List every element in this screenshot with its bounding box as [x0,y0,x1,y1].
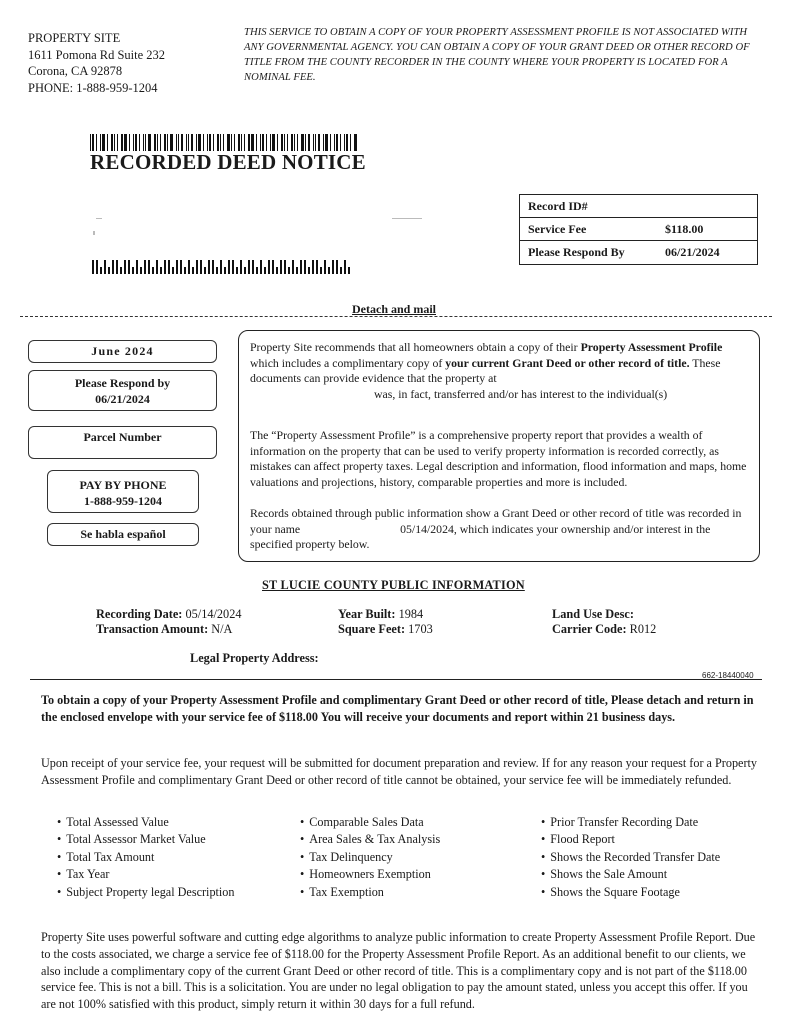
barcode-bar [318,134,320,151]
carrier-code-value: R012 [629,622,657,636]
barcode-bar [181,134,183,151]
respond-by-label: Please Respond By [528,245,625,259]
postal-barcode-bar [204,267,206,274]
postal-barcode-bar [192,267,194,274]
postal-barcode-bar [328,267,330,274]
sender-address-line2: Corona, CA 92878 [28,64,123,78]
feature-list-col3 [541,814,720,901]
barcode-bar [270,134,271,151]
service-fee-row [520,218,757,241]
barcode-bar [336,134,338,151]
postal-barcode-bar [256,267,258,274]
barcode-bar [344,134,345,151]
square-feet-label: Square Feet: [338,622,406,636]
barcode-bar [287,134,288,151]
pay-by-phone-number: 1-888-959-1204 [84,494,162,508]
postal-barcode-bar [300,260,302,274]
postal-barcode-bar [284,260,286,274]
barcode-bar [196,134,197,151]
postal-barcode-bar [272,260,274,274]
list-item: • Total Assessed Value [57,814,235,831]
feature-list-col2 [300,814,440,901]
postal-barcode-bar [160,267,162,274]
list-item: • Tax Delinquency [300,849,440,866]
postal-barcode-bar [100,267,102,274]
barcode-bar [133,134,134,151]
list-item: • Tax Year [57,866,235,883]
list-item: • Tax Exemption [300,884,440,901]
list-item: • Shows the Square Footage [541,884,720,901]
postal-barcode-bar [324,260,326,274]
land-use-field [552,607,634,622]
barcode-bar [100,134,101,151]
postal-barcode-bar [248,260,250,274]
postal-barcode-bar [120,267,122,274]
barcode-bar [135,134,137,151]
barcode-bar [294,134,295,151]
postal-barcode-bar [144,260,146,274]
postal-barcode-bar [176,260,178,274]
barcode-bar [154,134,156,151]
obtain-instructions: To obtain a copy of your Property Assessment Profile and complimentary Grant Deed or other record of title, Please detach and return in the enclosed envelope with your service fee of $118.00 You will receive your documents and report within 21 business days. [41,693,754,724]
barcode-bar [111,134,113,151]
info-p1-profile-bold: Property Assessment Profile [580,340,723,354]
postal-barcode-bar [156,260,158,274]
legal-address-field [190,651,319,666]
service-fee-value: $118.00 [665,221,704,236]
record-id-row [520,195,757,218]
county-title: ST LUCIE COUNTY PUBLIC INFORMATION [262,578,525,592]
spanish-label: Se habla español [80,527,166,541]
postal-barcode-bar [148,260,150,274]
sender-address-line1: 1611 Pomona Rd Suite 232 [28,47,166,62]
notice-date-box [28,340,217,363]
barcode-bar [102,134,105,151]
postal-barcode-bar [292,260,294,274]
barcode-bar [305,134,306,151]
list-item: • Area Sales & Tax Analysis [300,831,440,848]
barcode-bar [188,134,189,151]
recording-date-field [96,607,242,622]
barcode-bar [248,134,250,151]
barcode-bar [313,134,314,151]
barcode-bar [325,134,328,151]
postal-barcode-bar [220,260,222,274]
postal-barcode-bar [228,260,230,274]
redaction-smudge [96,218,102,219]
postal-barcode-bar [152,267,154,274]
year-built-label: Year Built: [338,607,396,621]
barcode-bar [90,134,91,151]
info-p1-deed-bold: your current Grant Deed or other record of title. [445,355,690,370]
postal-barcode-bar [336,260,338,274]
postal-barcode-bar [264,267,266,274]
barcode-bar [92,134,94,151]
barcode-bar [198,134,201,151]
barcode-bar [107,134,108,151]
info-p1-text-e: These documents can provide evidence that the property at [250,355,721,386]
list-item: • Total Tax Amount [57,849,235,866]
postal-barcode-bar [108,267,110,274]
postal-barcode-bar [128,260,130,274]
pay-by-phone-box [47,470,199,513]
square-feet-value: 1703 [408,622,433,636]
respond-by-box [28,370,217,411]
barcode-bar [191,134,193,151]
parcel-number-label: Parcel Number [83,430,162,444]
barcode-bar [220,134,221,151]
list-item: • Subject Property legal Description [57,884,235,901]
transaction-amount-field [96,622,232,637]
record-info-box [519,194,758,265]
postal-barcode-bar [316,260,318,274]
refund-policy-text: Upon receipt of your service fee, your request will be submitted for document preparation and review. If for any reason your request for a Property Assessment Profile and complimentary Grant Deed or other record of title cannot be obtained, your service fee will be immediately refunded. [41,756,757,787]
postal-barcode-bar [296,267,298,274]
barcode-bar [301,134,304,151]
barcode-bar [176,134,177,151]
info-paragraph-2: The “Property Assessment Profile” is a comprehensive property report that provides a wealth of information on the property that can be used to verify property information is recorded correctly, as mistakes can affect property taxes. Legal description and information, flood information and maps, home valuations and projections, history, comparable properties and more is included. [250,428,747,489]
barcode-bar [330,134,331,151]
postal-barcode-bar [276,267,278,274]
barcode-bar [234,134,235,151]
postal-barcode-bar [116,260,118,274]
list-item: • Total Assessor Market Value [57,831,235,848]
record-id-label: Record ID# [528,198,588,213]
barcode-bar [213,134,214,151]
recording-date-label: Recording Date: [96,607,183,621]
barcode-bar [291,134,293,151]
barcode-bar [244,134,245,151]
barcode-bar [167,134,168,151]
sender-phone: PHONE: 1-888-959-1204 [28,80,158,95]
barcode-bar [178,134,179,151]
barcode-bar [157,134,158,151]
postal-barcode-bar [196,260,198,274]
year-built-field [338,607,423,622]
info-paragraph-1 [250,340,749,428]
pay-by-phone-label: PAY BY PHONE [79,478,167,492]
barcode-bar [217,134,219,151]
spanish-box [47,523,199,546]
closing-disclosure: Property Site uses powerful software and cutting edge algorithms to analyze public information to create Property Assessment Profile Report. Due to the costs associated, we charge a service fee of $118.00 for the Property Assessment Profile Report. As an additional benefit to our clients, we also include a complimentary copy of the current Grant Deed or other record of title. This is a complimentary copy and is not part of the $118.00 service fee. This is not a bill. This is a solicitation. You are under no legal obligation to pay the amount stated, unless you accept this offer. If you are not 100% satisfied with this product, simply return it within 30 days for a full refund. [41,930,756,1012]
postal-barcode-bar [344,260,346,274]
section-divider [30,679,762,680]
postal-barcode [92,260,352,274]
notice-title: RECORDED DEED NOTICE [90,150,366,174]
reference-code: 662-18440040 [702,671,754,680]
postal-barcode-bar [188,260,190,274]
postal-barcode-bar [168,260,170,274]
postal-barcode-bar [212,260,214,274]
barcode-bar [223,134,224,151]
list-item: • Comparable Sales Data [300,814,440,831]
info-p1-text-f: was, in fact, transferred and/or has interest to the individual(s) [374,386,668,401]
legal-address-label: Legal Property Address: [190,651,319,665]
postal-barcode-bar [240,260,242,274]
barcode-bar [346,134,348,151]
barcode-bar [114,134,115,151]
barcode-bar [266,134,267,151]
sender-name: PROPERTY SITE [28,31,121,45]
barcode-bar [148,134,151,151]
barcode-bar [238,134,240,151]
postal-barcode-bar [320,267,322,274]
postal-barcode-bar [224,267,226,274]
list-item: • Flood Report [541,831,720,848]
info-paragraph-3 [250,506,749,553]
postal-barcode-bar [332,260,334,274]
postal-barcode-bar [124,260,126,274]
barcode-bar [315,134,316,151]
year-built-value: 1984 [398,607,424,621]
parcel-number-box [28,426,217,459]
barcode-bar [164,134,166,151]
barcode-bar [256,134,257,151]
barcode-bar [203,134,204,151]
barcode-bar [277,134,278,151]
barcode-bar [227,134,230,151]
detach-label: Detach and mail [352,302,436,316]
barcode-bar [251,134,254,151]
postal-barcode-bar [348,267,350,274]
postal-barcode-bar [104,260,106,274]
barcode-bar [334,134,335,151]
barcode-bar [143,134,144,151]
barcode-bar [323,134,324,151]
postal-barcode-bar [132,267,134,274]
feature-list-col1 [57,814,235,901]
info-box [238,330,760,562]
postal-barcode-bar [136,260,138,274]
barcode-bar [160,134,161,151]
barcode-bar [272,134,275,151]
list-item: • Homeowners Exemption [300,866,440,883]
barcode-bar [186,134,187,151]
barcode-bar [96,134,97,151]
postal-barcode-bar [184,267,186,274]
barcode-bar [297,134,298,151]
list-item: • Shows the Sale Amount [541,866,720,883]
info-p3-text-b: 05/14/2024, which indicates your ownership and/or interest in the specified property below. [250,521,711,552]
transaction-amount-value: N/A [211,622,233,636]
postal-barcode-bar [140,267,142,274]
barcode-bar [170,134,173,151]
service-fee-label: Service Fee [528,221,587,236]
postal-barcode-bar [236,267,238,274]
barcode-bar [350,134,351,151]
sender-address-block [28,30,165,96]
barcode-bar [260,134,261,151]
transaction-amount-label: Transaction Amount: [96,622,209,636]
postal-barcode-bar [200,260,202,274]
postal-barcode-bar [208,260,210,274]
postal-barcode-bar [280,260,282,274]
carrier-code-label: Carrier Code: [552,622,627,636]
barcode-bar [139,134,140,151]
barcode-bar [241,134,242,151]
info-p3-text-a: Records obtained through public information show a Grant Deed or other record of title was recorded in your name [250,506,742,536]
barcode-bar [117,134,118,151]
postal-barcode-bar [312,260,314,274]
info-p1-text-c: which includes a complimentary copy of [250,355,446,370]
list-item: • Prior Transfer Recording Date [541,814,720,831]
postal-barcode-bar [340,267,342,274]
postal-barcode-bar [216,267,218,274]
list-item: • Shows the Recorded Transfer Date [541,849,720,866]
barcode-bar [231,134,232,151]
postal-barcode-bar [304,260,306,274]
barcode-bar [308,134,310,151]
carrier-code-field [552,622,656,637]
disclaimer-text: THIS SERVICE TO OBTAIN A COPY OF YOUR PROPERTY ASSESSMENT PROFILE IS NOT ASSOCIATED WITH ANY GOVERNMENTAL AGENCY. YOU CAN OBTAIN A COPY OF YOUR GRANT DEED OR OTHER RECORD OF TITLE FROM THE COUNTY RECORDER IN THE COUNTY WHERE YOUR PROPERTY IS LOCATED FOR A NOMINAL FEE. [244,27,750,83]
postal-barcode-bar [244,267,246,274]
barcode-bar [281,134,283,151]
respond-by-box-date: 06/21/2024 [95,392,150,406]
postal-barcode-bar [164,260,166,274]
barcode-bar [209,134,211,151]
postal-barcode-bar [92,260,94,274]
barcode-bar [129,134,130,151]
redaction-smudge [392,218,422,219]
recording-date-value: 05/14/2024 [185,607,242,621]
land-use-label: Land Use Desc: [552,607,634,621]
respond-by-row [520,241,757,264]
postal-barcode-bar [112,260,114,274]
postal-barcode-bar [232,260,234,274]
barcode-bar [262,134,264,151]
postal-barcode-bar [96,260,98,274]
postal-barcode-bar [252,260,254,274]
respond-by-value: 06/21/2024 [665,245,720,259]
postal-barcode-bar [268,260,270,274]
postal-barcode-bar [288,267,290,274]
top-barcode [90,134,358,151]
postal-barcode-bar [180,260,182,274]
info-p1-text-a: Property Site recommends that all homeowners obtain a copy of their [250,340,581,354]
postal-barcode-bar [172,267,174,274]
respond-by-box-label: Please Respond by [74,376,171,390]
postal-barcode-bar [260,260,262,274]
square-feet-field [338,622,433,637]
notice-date: June 2024 [91,344,154,358]
postal-barcode-bar [308,267,310,274]
barcode-bar [207,134,208,151]
barcode-bar [121,134,123,151]
barcode-bar [340,134,341,151]
barcode-bar [354,134,357,151]
barcode-bar [284,134,285,151]
redaction-smudge [93,231,95,235]
barcode-bar [145,134,146,151]
barcode-bar [124,134,127,151]
